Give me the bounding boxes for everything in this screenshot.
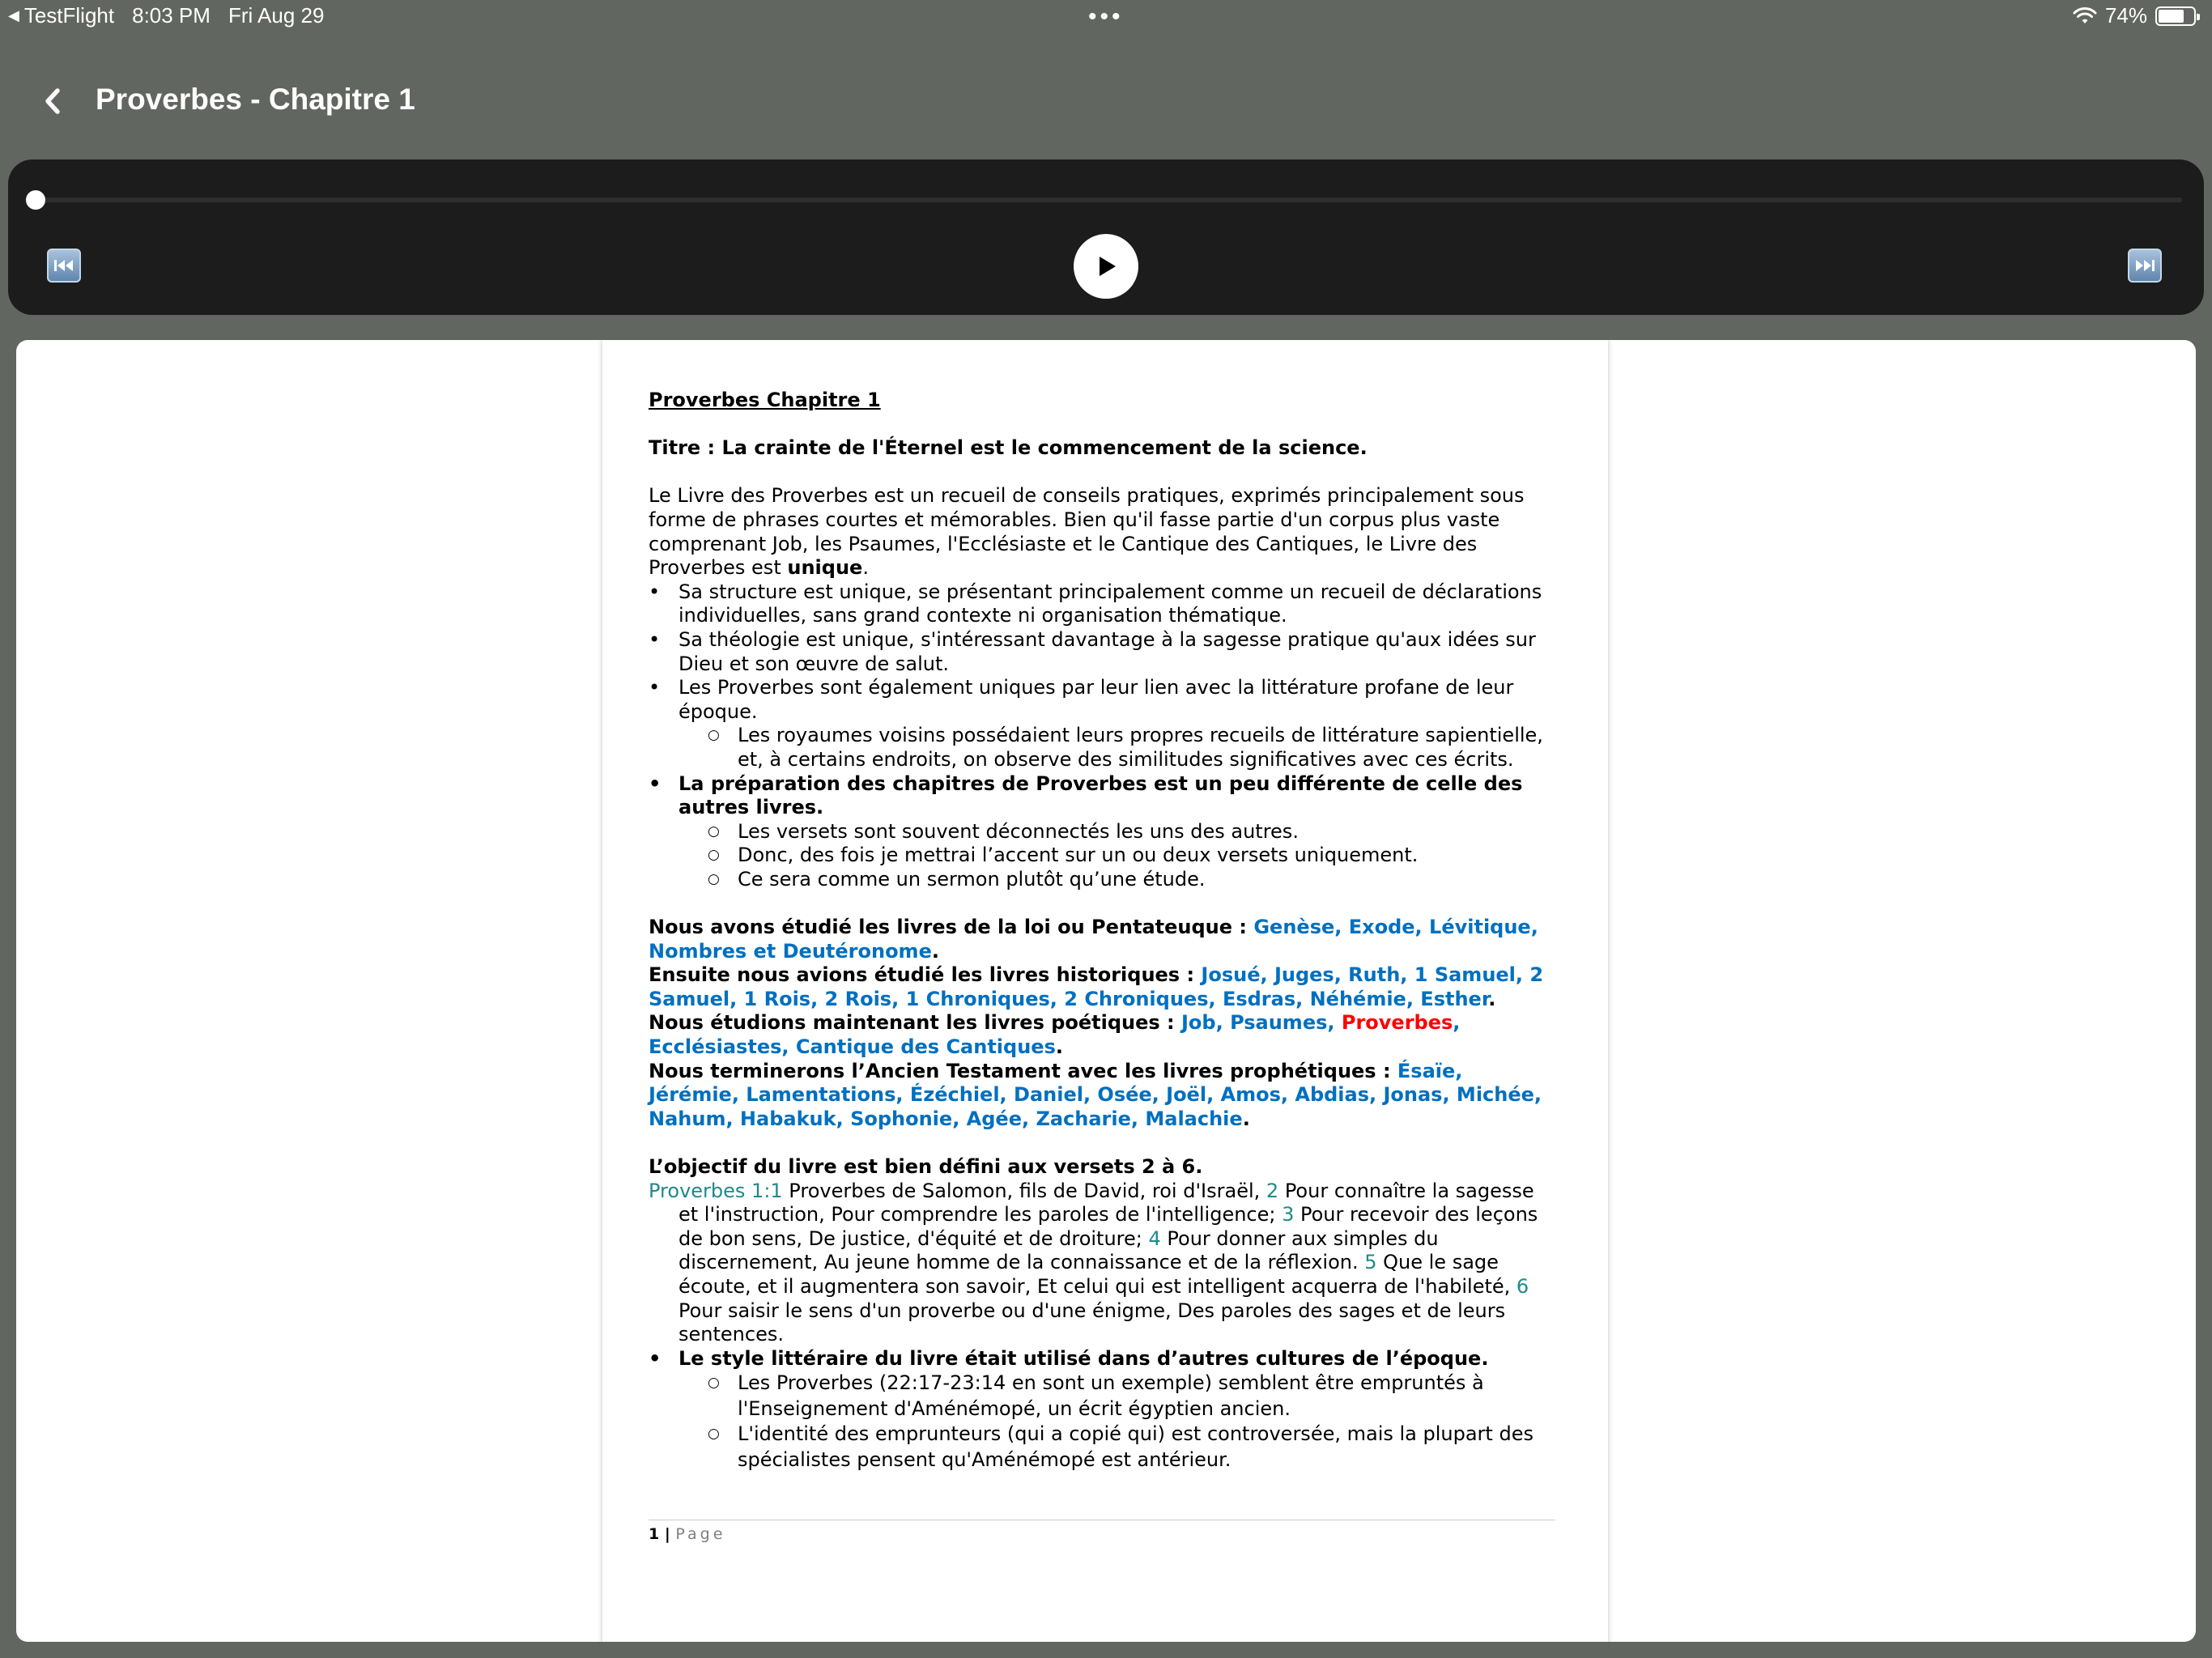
- rewind-button[interactable]: [47, 249, 81, 283]
- fast-forward-button[interactable]: [2128, 249, 2162, 283]
- proph-label: Nous terminerons l’Ancien Testament avec les livres prophétiques :: [649, 1059, 1397, 1082]
- status-left: [8, 3, 324, 28]
- sub-list-item: ○ L'identité des emprunteurs (qui a copié qui) est controversée, mais la plupart des spécialistes pensent qu'Aménémopé est antérieur.: [649, 1422, 1555, 1473]
- law-books: Genèse, Exode, Lévitique, Nombres et Deutéronome: [649, 916, 1538, 963]
- battery-tip: [2197, 14, 2200, 20]
- historical-books-line: Ensuite nous avions étudié les livres historiques : Josué, Juges, Ruth, 1 Samuel, 2 Samuel, 1 Rois, 2 Rois, 1 Chroniques, 2 Chroniques, Esdras, Néhémie, Esther.: [649, 963, 1544, 1010]
- verse-number: 3: [1282, 1203, 1295, 1226]
- status-right: [2073, 3, 2196, 28]
- poet-books-a: Job, Psaumes,: [1181, 1011, 1342, 1035]
- verse-number: 6: [1516, 1274, 1529, 1298]
- battery-percent: 74%: [2104, 3, 2147, 28]
- sub-list-item: ○ Donc, des fois je mettrai l’accent sur un ou deux versets uniquement.: [649, 844, 1555, 868]
- page-title: Proverbes - Chapitre 1: [96, 83, 415, 116]
- document-title: Proverbes Chapitre 1: [649, 389, 881, 411]
- verse-reference: Proverbes 1:1: [649, 1179, 783, 1202]
- fast-forward-icon: [2133, 257, 2156, 274]
- proph-books: Ésaïe, Jérémie, Lamentations, Ézéchiel, Daniel, Osée, Joël, Amos, Abdias, Jonas, Michée, Nahum, Habakuk, Sophonie, Agée, Zacharie, Malachie: [649, 1059, 1542, 1130]
- sub-list-item: ○ Ce sera comme un sermon plutôt qu’une étude.: [649, 868, 1555, 892]
- chevron-left-icon: [32, 81, 73, 121]
- poetic-books-line: Nous étudions maintenant les livres poétiques : Job, Psaumes, Proverbes, Ecclésiastes, Cantique des Cantiques.: [649, 1011, 1461, 1059]
- poet-books-b: , Ecclésiastes, Cantique des Cantiques: [649, 1011, 1461, 1059]
- sub-list-item: ○ Les royaumes voisins possédaient leurs propres recueils de littérature sapientielle, et, à certains endroits, on observe des similitudes significatives avec ces écrits.: [649, 724, 1555, 772]
- intro-text: Le Livre des Proverbes est un recueil de conseils pratiques, exprimés principalement sous forme de phrases courtes et mémorables. Bien qu'il fasse partie d'un corpus plus vaste comprenant Job, les Psaumes, l'Ecclésiaste et le Cantique des Cantiques, le Livre des Proverbes est: [649, 484, 1525, 580]
- law-books-line: Nous avons étudié les livres de la loi ou Pentateuque : Genèse, Exode, Lévitique, Nombres et Deutéronome.: [649, 916, 1538, 963]
- document-body: [649, 389, 1555, 1473]
- sub-list: [649, 724, 1555, 772]
- verse-number: 2: [1266, 1179, 1279, 1202]
- progress-thumb[interactable]: [26, 190, 45, 210]
- back-to-app-label[interactable]: TestFlight: [23, 3, 115, 28]
- verse-number: 4: [1148, 1226, 1161, 1250]
- prophetic-books-line: Nous terminerons l’Ancien Testament avec les livres prophétiques : Ésaïe, Jérémie, Lamentations, Ézéchiel, Daniel, Osée, Joël, Amos, Abdias, Jonas, Michée, Nahum, Habakuk, Sophonie, Agée, Zacharie, Malachie.: [649, 1059, 1542, 1130]
- list-item: • Sa théologie est unique, s'intéressant davantage à la sagesse pratique qu'aux idées sur Dieu et son œuvre de salut.: [649, 628, 1555, 676]
- list-item-text: La préparation des chapitres de Proverbes est un peu différente de celle des autres livres.: [678, 772, 1523, 819]
- list-item: [649, 676, 1555, 772]
- document-subtitle: Titre : La crainte de l'Éternel est le commencement de la science.: [649, 436, 1368, 460]
- list-item: [649, 772, 1555, 892]
- status-time: 8:03 PM: [132, 3, 211, 28]
- rewind-icon: [53, 257, 75, 274]
- page-footer: 1 | Page: [649, 1525, 726, 1543]
- objective-heading: L’objectif du livre est bien défini aux versets 2 à 6.: [649, 1155, 1203, 1178]
- back-to-app-icon[interactable]: ◀: [8, 7, 19, 23]
- sub-list: [649, 820, 1555, 892]
- list-item: [649, 1347, 1555, 1473]
- status-date: Fri Aug 29: [228, 3, 325, 28]
- status-bar: [0, 0, 2212, 36]
- page-label: Page: [675, 1525, 726, 1543]
- sub-list-item: ○ Les Proverbes (22:17-23:14 en sont un exemple) semblent être empruntés à l'Enseignement d'Aménémopé, un écrit égyptien ancien.: [649, 1371, 1555, 1422]
- sub-list-item: ○ Les versets sont souvent déconnectés les uns des autres.: [649, 820, 1555, 844]
- nav-bar: [0, 65, 2212, 138]
- battery-fill: [2159, 10, 2184, 23]
- intro-end: .: [862, 556, 869, 580]
- law-label: Nous avons étudié les livres de la loi ou Pentateuque :: [649, 916, 1254, 939]
- sub-list: [649, 1371, 1555, 1473]
- play-button[interactable]: [1074, 234, 1138, 299]
- wifi-icon: [2073, 6, 2097, 26]
- current-book: Proverbes: [1341, 1011, 1453, 1035]
- document-page: [602, 340, 1608, 1642]
- hist-label: Ensuite nous avions étudié les livres historiques :: [649, 963, 1202, 987]
- audio-player: [8, 159, 2204, 315]
- document-viewer[interactable]: [16, 340, 2196, 1642]
- intro-bold: unique: [787, 556, 863, 580]
- hist-books: Josué, Juges, Ruth, 1 Samuel, 2 Samuel, 1 Rois, 2 Rois, 1 Chroniques, 2 Chroniques, Esdras, Néhémie, Esther: [649, 963, 1544, 1010]
- multitasking-dots-icon[interactable]: •••: [1088, 3, 1124, 30]
- verse-number: 5: [1364, 1251, 1377, 1274]
- back-button[interactable]: [32, 81, 73, 121]
- list-item: • Sa structure est unique, se présentant principalement comme un recueil de déclarations individuelles, sans grand contexte ni organisation thématique.: [649, 580, 1555, 628]
- progress-slider[interactable]: [32, 198, 2182, 202]
- bullet-list-2: [649, 1347, 1555, 1473]
- play-icon: [1098, 256, 1117, 277]
- poet-label: Nous étudions maintenant les livres poétiques :: [649, 1011, 1181, 1035]
- list-item-text: Les Proverbes sont également uniques par leur lien avec la littérature profane de leur époque.: [678, 676, 1514, 723]
- verse-block: Proverbes 1:1 Proverbes de Salomon, fils de David, roi d'Israël, 2 Pour connaître la sagesse et l'instruction, Pour comprendre les paroles de l'intelligence; 3 Pour recevoir des leçons de bon sens, De justice, d'équité et de droiture; 4 Pour donner aux simples du discernement, Au jeune homme de la connaissance et de la réflexion. 5 Que le sage écoute, et il augmentera son savoir, Et celui qui est intelligent acquerra de l'habileté, 6 Pour saisir le sens d'un proverbe ou d'une énigme, Des paroles des sages et de leurs sentences.: [649, 1179, 1538, 1346]
- bullet-list-1: [649, 580, 1555, 892]
- list-item-text: Le style littéraire du livre était utilisé dans d’autres cultures de l’époque.: [678, 1346, 1489, 1370]
- page-number: 1: [649, 1525, 660, 1543]
- battery-icon: [2155, 6, 2196, 26]
- intro-paragraph: [649, 484, 1555, 580]
